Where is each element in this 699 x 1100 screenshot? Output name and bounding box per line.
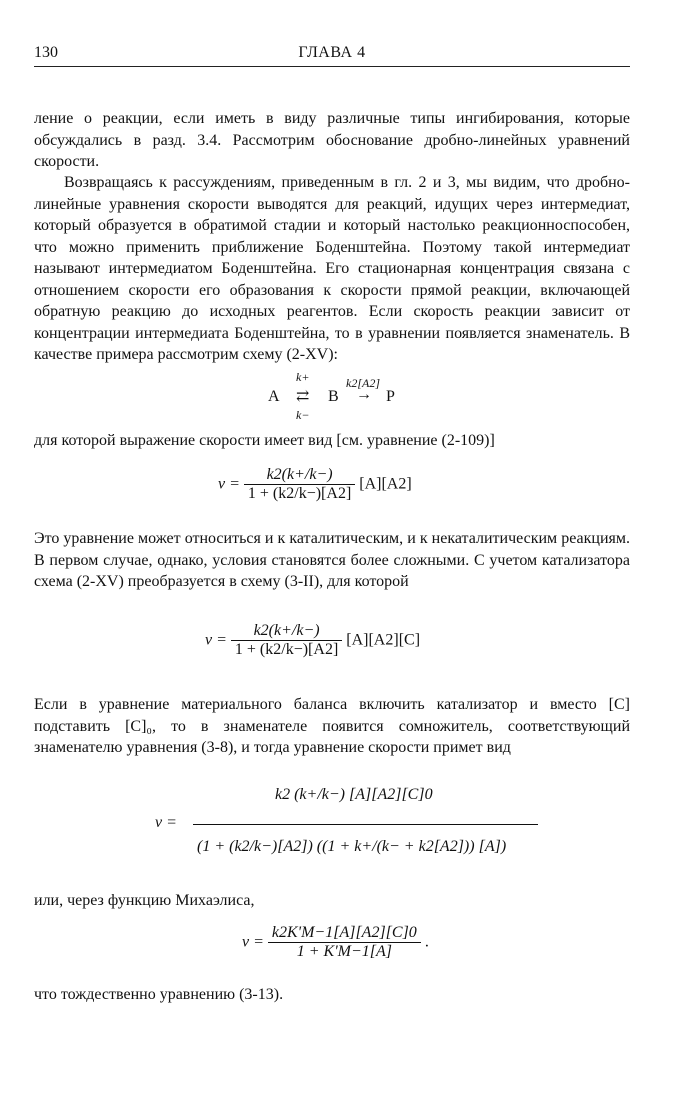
- eq4-numerator: k2K'M−1[A][A2][C]0: [271, 924, 417, 941]
- scheme-k2-label: k2[A2]: [346, 376, 380, 390]
- eq2-lhs: v =: [205, 631, 227, 649]
- eq1-rhs: [A][A2]: [359, 475, 412, 493]
- paragraph-7: что тождественно уравнению (3-13).: [34, 986, 284, 1003]
- eq4-lhs: v =: [242, 933, 264, 951]
- eq3-fraction-bar: [193, 824, 538, 825]
- eq2-rhs: [A][A2][C]: [346, 631, 421, 649]
- paragraph-2: Возвращаясь к рассуждениям, приведенным в гл. 2 и 3, мы видим, что дробно-линейные уравнения скорости выводятся для реакций, идущих через интермедиат, который образуется в обратимой стадии и который настолько реакционноспособен, что можно применить приближение Боденштейна. Поэтому такой интермедиат называют интермедиатом Боденштейна. Его стационарная концентрация связана с отношением скорости его образования к скорости прямой реакции, включающей обратную реакцию до исходных реагентов. Если скорость реакции зависит от концентрации интермедиата Боденштейна, то в уравнении появляется знаменатель. В качестве примера рассмотрим схему (2-XV):: [34, 174, 630, 363]
- scheme-species-a: A: [268, 388, 280, 405]
- eq1-lhs: v =: [218, 475, 240, 493]
- scheme-k-plus: k+: [296, 370, 310, 384]
- reaction-scheme: [266, 368, 406, 424]
- equation-2: [205, 622, 420, 659]
- scheme-equilibrium-arrow: ⇄: [296, 388, 310, 405]
- eq3-lhs: v =: [155, 814, 177, 831]
- eq4-fraction: [268, 924, 421, 961]
- eq3-numerator: k2 (k+/k−) [A][A2][C]0: [275, 786, 433, 803]
- equation-4: [242, 924, 429, 961]
- eq4-denominator: 1 + K'M−1[A]: [268, 942, 421, 961]
- eq1-fraction: [244, 466, 355, 503]
- paragraph-5: Если в уравнение материального баланса включить катализатор и вместо [С] подставить [С]₀, то в знаменателе появится сомножитель, соответствующий знаменателю уравнения (3-8), и тогда уравнение скорости примет вид: [34, 696, 630, 756]
- eq3-denominator: (1 + (k2/k−)[A2]) ((1 + k+/(k− + k2[A2])) [A]): [197, 838, 507, 855]
- paragraph-3: для которой выражение скорости имеет вид [см. уравнение (2-109)]: [34, 432, 495, 449]
- page-number: 130: [34, 44, 58, 61]
- eq1-denominator: 1 + (k2/k−)[A2]: [244, 484, 355, 503]
- header-rule: [34, 66, 630, 67]
- scheme-forward-arrow: →: [356, 386, 372, 403]
- page-header: [34, 44, 630, 64]
- eq1-numerator: k2(k+/k−): [266, 466, 333, 483]
- paragraph-4: Это уравнение может относиться и к каталитическим, и к некаталитическим реакциям. В первом случае, однако, условия становятся более сложными. С учетом катализатора схема (2-XV) преобразуется в схему (3-II), для которой: [34, 530, 630, 590]
- scheme-species-p: P: [386, 388, 395, 405]
- chapter-title: ГЛАВА 4: [298, 44, 366, 61]
- eq2-fraction: [231, 622, 342, 659]
- paragraph-1: ление о реакции, если иметь в виду различные типы ингибирования, которые обсуждались в разд. 3.4. Рассмотрим обоснование дробно-линейных уравнений скорости.: [34, 110, 630, 170]
- equation-3: [155, 780, 545, 880]
- equation-1: [218, 466, 412, 503]
- paragraph-6: или, через функцию Михаэлиса,: [34, 892, 255, 909]
- eq4-tail: .: [424, 933, 429, 951]
- eq2-numerator: k2(k+/k−): [253, 622, 320, 639]
- scheme-species-b: B: [328, 388, 339, 405]
- eq2-denominator: 1 + (k2/k−)[A2]: [231, 640, 342, 659]
- scheme-k-minus: k−: [296, 408, 310, 422]
